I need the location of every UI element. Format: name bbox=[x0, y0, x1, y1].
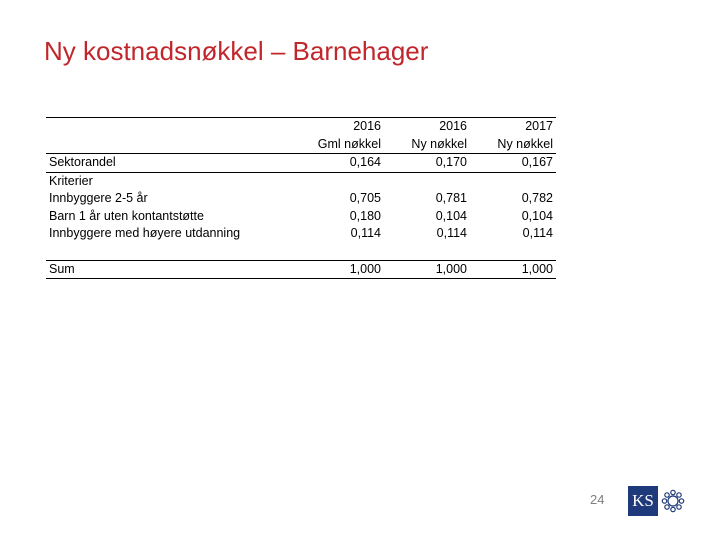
spacer-cell bbox=[298, 243, 384, 261]
row-value bbox=[470, 172, 556, 190]
row-label: Sektorandel bbox=[46, 154, 298, 173]
header-cell bbox=[46, 118, 298, 136]
row-value: 0,170 bbox=[384, 154, 470, 173]
header-key-1: Gml nøkkel bbox=[298, 136, 384, 154]
header-year-3: 2017 bbox=[525, 119, 553, 133]
row-value bbox=[384, 172, 470, 190]
row-value: 0,104 bbox=[521, 208, 553, 223]
spacer-cell bbox=[46, 243, 298, 261]
row-value: 0,164 bbox=[298, 154, 384, 173]
row-label: Kriterier bbox=[49, 173, 93, 188]
row-label: Innbyggere med høyere utdanning bbox=[49, 226, 241, 240]
table-row bbox=[46, 154, 556, 173]
ks-logo bbox=[628, 486, 688, 516]
sum-value: 1,000 bbox=[384, 260, 470, 279]
table-header-row-key bbox=[46, 136, 556, 154]
row-label: Innbyggere 2-5 år bbox=[49, 191, 148, 205]
header-year-1: 2016 bbox=[353, 119, 381, 133]
header-key-3: Ny nøkkel bbox=[470, 136, 556, 154]
row-label: Barn 1 år uten kontantstøtte bbox=[49, 208, 204, 223]
table-row bbox=[46, 225, 556, 243]
table-sum-row bbox=[46, 260, 556, 279]
page-number: 24 bbox=[590, 492, 605, 507]
row-value: 0,167 bbox=[470, 154, 556, 173]
row-value: 0,705 bbox=[349, 191, 381, 205]
seal-icon bbox=[658, 486, 688, 516]
row-value: 0,782 bbox=[521, 191, 553, 205]
header-year-2: 2016 bbox=[439, 119, 467, 133]
table-row bbox=[46, 208, 556, 226]
sum-value: 1,000 bbox=[298, 260, 384, 279]
spacer-cell bbox=[384, 243, 470, 261]
spacer-cell bbox=[470, 243, 556, 261]
table-spacer-row bbox=[46, 243, 556, 261]
header-key-2: Ny nøkkel bbox=[384, 136, 470, 154]
table-row bbox=[46, 190, 556, 208]
row-value bbox=[298, 172, 384, 190]
slide-title: Ny kostnadsnøkkel – Barnehager bbox=[44, 36, 429, 66]
table-row bbox=[46, 172, 556, 190]
table-header-row-year bbox=[46, 118, 556, 136]
row-value: 0,114 bbox=[436, 226, 467, 240]
row-value: 0,180 bbox=[349, 208, 381, 223]
header-cell bbox=[46, 136, 298, 154]
sum-label: Sum bbox=[46, 260, 298, 279]
cost-key-table bbox=[46, 117, 556, 279]
ks-logo-text: KS bbox=[628, 486, 658, 516]
row-value: 0,104 bbox=[435, 208, 467, 223]
sum-value: 1,000 bbox=[470, 260, 556, 279]
row-value: 0,114 bbox=[522, 226, 553, 240]
row-value: 0,114 bbox=[350, 226, 381, 240]
row-value: 0,781 bbox=[435, 191, 467, 205]
